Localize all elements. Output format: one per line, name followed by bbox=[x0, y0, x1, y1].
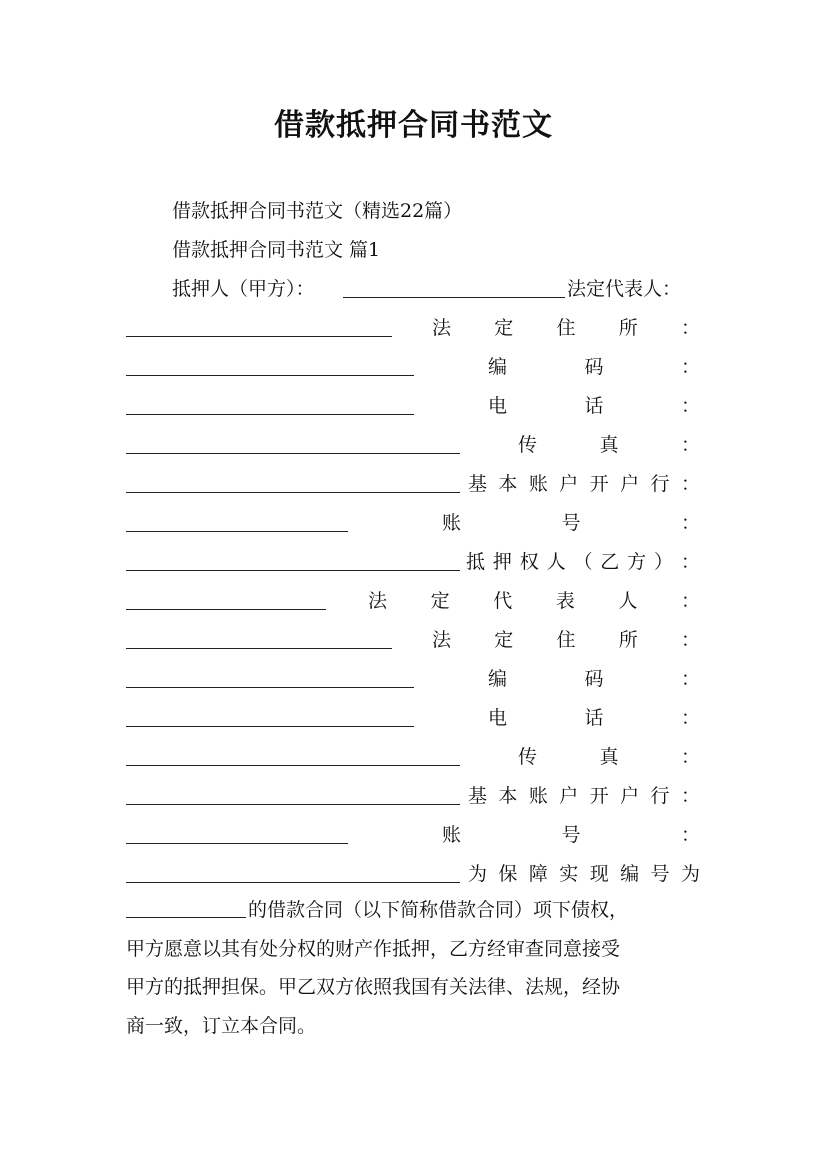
form-row-label: 基 本 账 户 开 户 行 ： bbox=[468, 473, 700, 495]
mortgagor-line bbox=[126, 276, 700, 302]
form-row-label: 编 码 ： bbox=[488, 668, 700, 690]
form-row-label: 法 定 代 表 人 ： bbox=[368, 590, 700, 612]
body-paragraph bbox=[126, 891, 700, 1045]
fill-blank bbox=[126, 882, 460, 883]
fill-blank bbox=[126, 336, 392, 337]
legal-rep-label: 法定代表人： bbox=[567, 278, 682, 300]
form-row-label: 基 本 账 户 开 户 行 ： bbox=[468, 785, 700, 807]
fill-blank bbox=[126, 609, 326, 610]
form-row-label: 法 定 住 所 ： bbox=[432, 629, 700, 651]
form-row bbox=[126, 783, 700, 809]
fill-blank bbox=[126, 453, 460, 454]
form-row-label: 电 话 ： bbox=[488, 707, 700, 729]
form-row bbox=[126, 432, 700, 458]
form-row bbox=[126, 354, 700, 380]
paragraph-line: 甲方愿意以其有处分权的财产作抵押，乙方经审查同意接受 bbox=[126, 937, 621, 960]
fill-blank bbox=[126, 765, 460, 766]
fill-blank bbox=[126, 843, 348, 844]
form-row bbox=[126, 627, 700, 653]
fill-blank bbox=[126, 570, 460, 571]
subtitle-line: 借款抵押合同书范文（精选22篇） bbox=[172, 200, 463, 222]
form-row-label: 账 号 ： bbox=[442, 512, 700, 534]
form-row bbox=[126, 666, 700, 692]
fill-blank bbox=[126, 648, 392, 649]
form-row bbox=[126, 393, 700, 419]
fill-blank bbox=[126, 804, 460, 805]
form-row bbox=[126, 588, 700, 614]
paragraph-line: 甲方的抵押担保。甲乙双方依照我国有关法律、法规，经协 bbox=[126, 976, 621, 999]
form-row bbox=[126, 822, 700, 848]
form-row bbox=[126, 861, 700, 887]
form-row-label: 电 话 ： bbox=[488, 395, 700, 417]
document-title: 借款抵押合同书范文 bbox=[274, 108, 553, 143]
fill-blank bbox=[126, 375, 414, 376]
form-row-label: 抵 押 权 人 （ 乙 方 ） ： bbox=[466, 551, 700, 573]
form-row-label: 为 保 障 实 现 编 号 为 bbox=[468, 863, 700, 885]
form-row-label: 传 真 ： bbox=[518, 746, 700, 768]
fill-blank bbox=[343, 297, 565, 298]
fill-blank bbox=[126, 492, 460, 493]
mortgagor-label: 抵押人（甲方）： bbox=[172, 278, 315, 300]
form-row bbox=[126, 471, 700, 497]
fill-blank bbox=[126, 687, 414, 688]
form-row-label: 账 号 ： bbox=[442, 824, 700, 846]
form-row-label: 法 定 住 所 ： bbox=[432, 317, 700, 339]
fill-blank bbox=[126, 414, 414, 415]
form-row bbox=[126, 744, 700, 770]
form-row bbox=[126, 510, 700, 536]
paragraph-text: 的借款合同（以下简称借款合同）项下债权， bbox=[248, 899, 629, 921]
fill-blank bbox=[126, 917, 246, 918]
form-row-label: 编 码 ： bbox=[488, 356, 700, 378]
form-row bbox=[126, 315, 700, 341]
form-row bbox=[126, 705, 700, 731]
form-row-label: 传 真 ： bbox=[518, 434, 700, 456]
paragraph-line bbox=[126, 891, 700, 930]
fill-blank bbox=[126, 726, 414, 727]
paragraph-line: 商一致，订立本合同。 bbox=[126, 1014, 317, 1037]
form-row bbox=[126, 549, 700, 575]
fill-blank bbox=[126, 531, 348, 532]
section-heading: 借款抵押合同书范文 篇1 bbox=[172, 239, 381, 261]
